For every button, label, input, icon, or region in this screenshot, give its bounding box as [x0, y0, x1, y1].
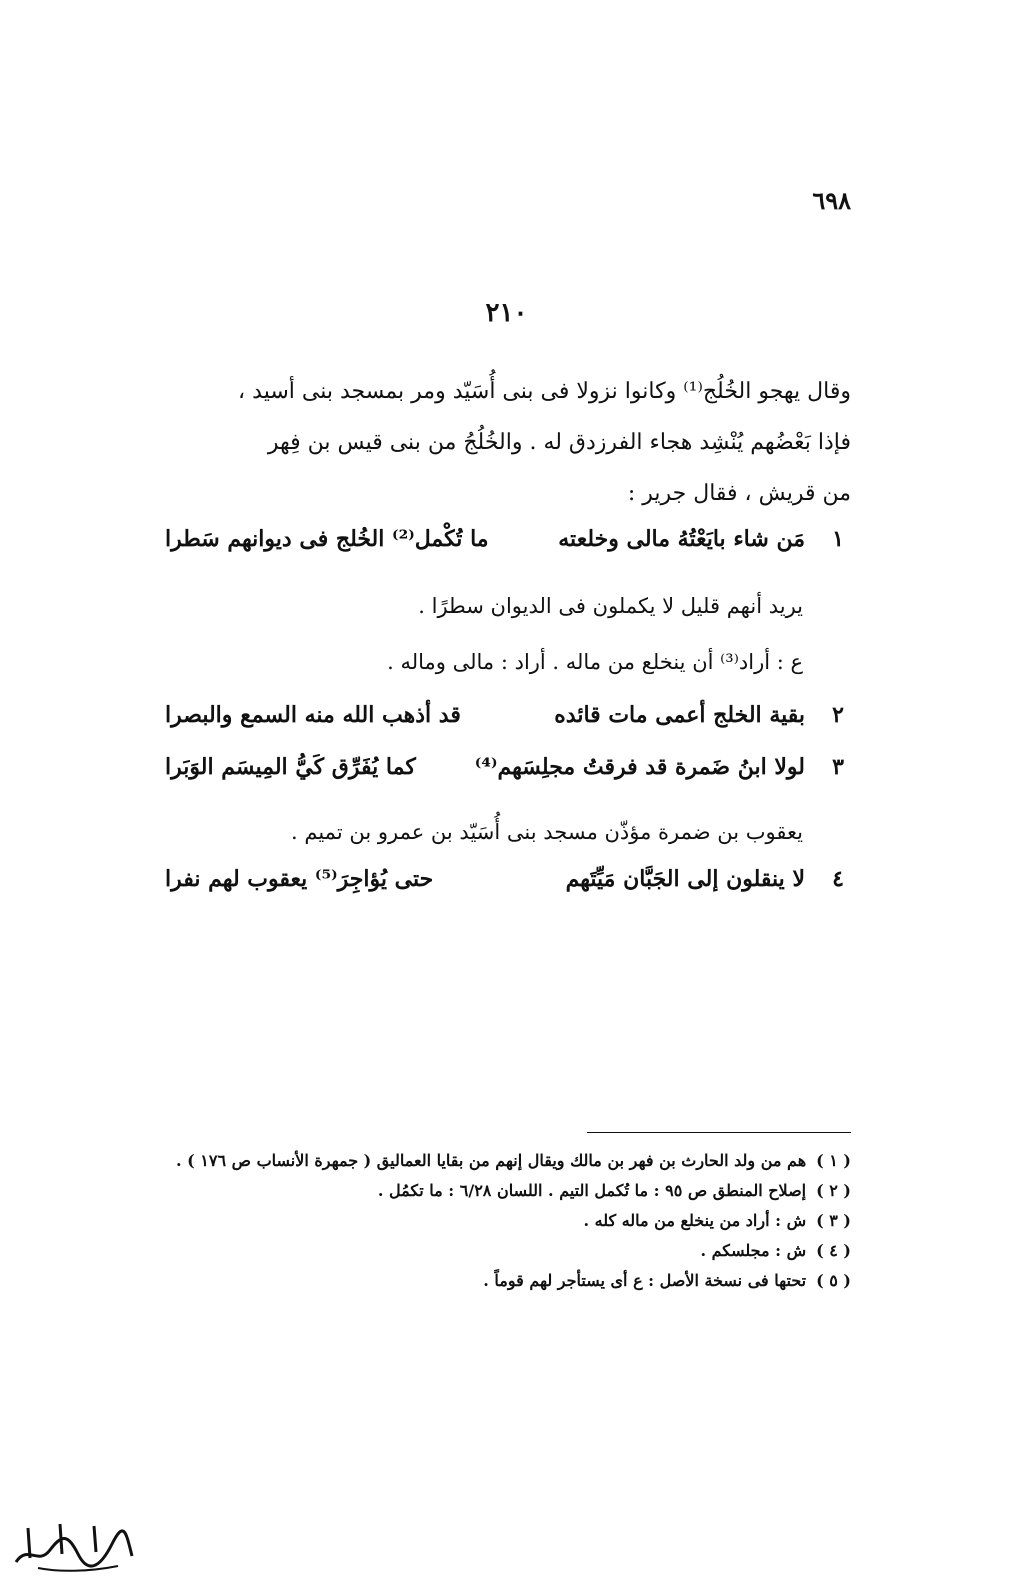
footnote-text: إصلاح المنطق ص ٩٥ : ما تُكمل التيم . اللسان ٦/٢٨ : ما تكمُل .: [377, 1181, 807, 1200]
verse-first-hemistich: لا ينقلون إلى الجَبَّان مَيِّتَهم: [565, 866, 805, 892]
poem-number: ٢١٠: [485, 298, 528, 328]
footnote-text: تحتها فى نسخة الأصل : ع أى يستأجر لهم قوماً .: [483, 1271, 807, 1290]
footnote-label: ( ٢ ): [816, 1181, 851, 1200]
verse-number: ١: [832, 526, 844, 552]
verse-second-hemistich: كما يُفَرِّق كَيُّ المِيسَم الوَبَرا: [165, 754, 416, 780]
footnote-label: ( ١ ): [816, 1151, 851, 1170]
verse-line: [165, 754, 851, 794]
footnote-divider: [587, 1132, 851, 1133]
intro-line: وقال يهجو الخُلُج⁽¹⁾ وكانوا نزولا فى بنى أُسَيّد ومر بمسجد بنى أسيد ،: [238, 379, 851, 404]
footnote-item: [165, 1206, 851, 1236]
footnote-text: ش : أراد من ينخلع من ماله كله .: [583, 1211, 807, 1230]
footnote-item: [165, 1176, 851, 1206]
verse-second-hemistich: حتى يُؤاجِرَ⁽⁵⁾ يعقوب لهم نفرا: [165, 866, 434, 892]
verse-gloss: ع : أراد⁽³⁾ أن ينخلع من ماله . أراد : مالى وماله .: [387, 650, 803, 674]
intro-line: من قريش ، فقال جرير :: [627, 481, 851, 506]
footnote-text: هم من ولد الحارث بن فهر بن مالك ويقال إنهم من بقايا العماليق ( جمهرة الأنساب ص ١٧٦ ) .: [176, 1151, 807, 1170]
poem-introduction: [165, 366, 851, 519]
footnote-text: ش : مجلسكم .: [700, 1241, 807, 1260]
verse-number: ٣: [832, 754, 844, 780]
footnote-item: [165, 1266, 851, 1296]
verse-number: ٢: [832, 702, 844, 728]
verse-second-hemistich: قد أذهب الله منه السمع والبصرا: [165, 702, 461, 728]
verse-gloss: يعقوب بن ضمرة مؤذّن مسجد بنى أُسَيّد بن عمرو بن تميم .: [291, 820, 803, 844]
verse-line: [165, 866, 851, 906]
verse-first-hemistich: مَن شاء بايَعْتُهُ مالى وخلعته: [558, 526, 805, 552]
verse-line: [165, 526, 851, 566]
intro-line: فإذا بَعْضُهم يُنْشِد هجاء الفرزدق له . والخُلُجُ من بنى قيس بن فِهر: [267, 430, 851, 455]
verse-number: ٤: [832, 866, 844, 892]
verse-line: [165, 702, 851, 742]
footnote-list: [165, 1146, 851, 1296]
verse-gloss: يريد أنهم قليل لا يكملون فى الديوان سطرًا .: [418, 594, 803, 618]
page-number: ٦٩٨: [812, 186, 851, 215]
verse-first-hemistich: بقية الخلج أعمى مات قائده: [554, 702, 805, 728]
verse-second-hemistich: ما تُكْمل⁽²⁾ الخُلج فى ديوانهم سَطرا: [165, 526, 489, 552]
verse-first-hemistich: لولا ابنُ ضَمرة قد فرقتُ مجلِسَهم⁽⁴⁾: [474, 754, 805, 780]
footnote-item: [165, 1236, 851, 1266]
footnote-label: ( ٥ ): [816, 1271, 851, 1290]
calligraphy-logo-icon: [8, 1514, 138, 1574]
footnote-label: ( ٣ ): [816, 1211, 851, 1230]
footnote-item: [165, 1146, 851, 1176]
footnote-label: ( ٤ ): [816, 1241, 851, 1260]
